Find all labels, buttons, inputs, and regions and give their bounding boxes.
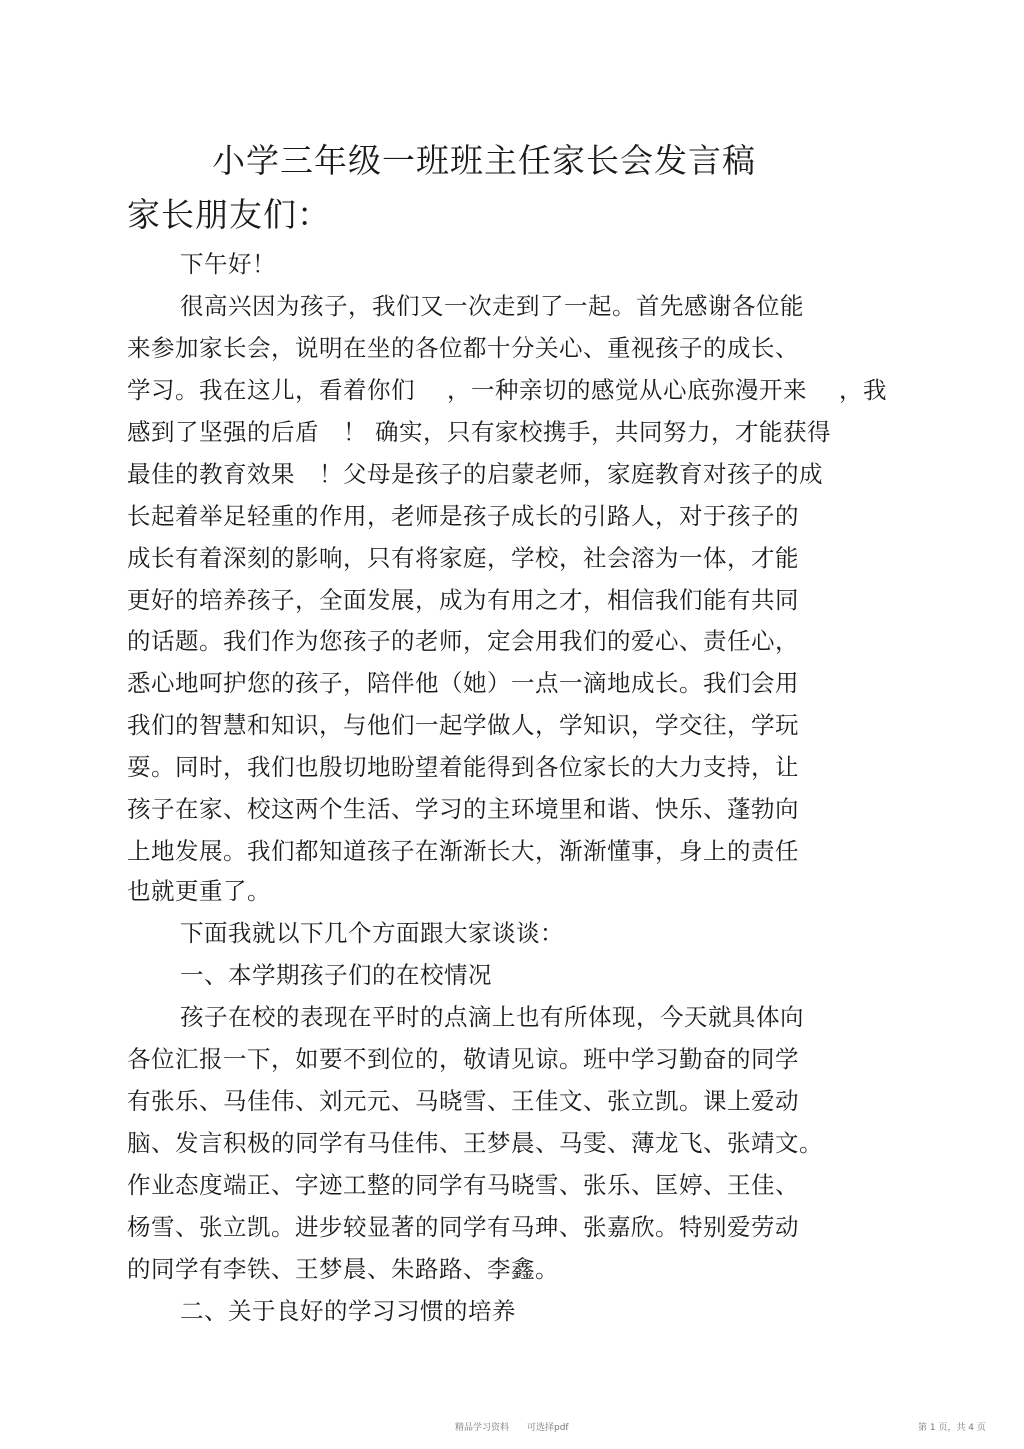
body-line: 耍。同时，我们也殷切地盼望着能得到各位家长的大力支持，让 — [127, 753, 799, 781]
body-line: 下午好！ — [180, 250, 276, 278]
section-heading: 二、关于良好的学习习惯的培养 — [180, 1297, 516, 1325]
body-line: 长起着举足轻重的作用，老师是孩子成长的引路人，对于孩子的 — [127, 502, 799, 530]
section-heading: 一、本学期孩子们的在校情况 — [180, 961, 492, 989]
body-line: 孩子在家、校这两个生活、学习的主环境里和谐、快乐、蓬勃向 — [127, 795, 799, 823]
body-line: 更好的培养孩子，全面发展，成为有用之才，相信我们能有共同 — [127, 586, 799, 614]
body-line: 悉心地呵护您的孩子，陪伴他（她）一点一滴地成长。我们会用 — [127, 669, 799, 697]
body-line: 来参加家长会，说明在坐的各位都十分关心、重视孩子的成长、 — [127, 334, 799, 362]
body-line: 的同学有李铁、王梦晨、朱路路、李鑫。 — [127, 1255, 559, 1283]
footer-source: 精品学习资料 可选择pdf — [455, 1423, 569, 1433]
body-line: 我们的智慧和知识，与他们一起学做人，学知识，学交往，学玩 — [127, 711, 799, 739]
body-line: 有张乐、马佳伟、刘元元、马晓雪、王佳文、张立凯。课上爱动 — [127, 1087, 799, 1115]
body-line: 学习。我在这儿，看着你们 ，一种亲切的感觉从心底弥漫开来 ，我 — [127, 376, 887, 404]
footer-page-number: 第 1 页，共 4 页 — [918, 1423, 986, 1433]
page-title: 小学三年级一班班主任家长会发言稿 — [212, 141, 756, 180]
body-line: 脑、发言积极的同学有马佳伟、王梦晨、马雯、薄龙飞、张靖文。 — [127, 1129, 823, 1157]
body-line: 的话题。我们作为您孩子的老师，定会用我们的爱心、责任心， — [127, 627, 799, 655]
body-line: 下面我就以下几个方面跟大家谈谈： — [180, 919, 564, 947]
body-line: 最佳的教育效果 ！父母是孩子的启蒙老师，家庭教育对孩子的成 — [127, 460, 823, 488]
body-line: 上地发展。我们都知道孩子在渐渐长大，渐渐懂事，身上的责任 — [127, 837, 799, 865]
body-line: 各位汇报一下，如要不到位的，敬请见谅。班中学习勤奋的同学 — [127, 1045, 799, 1073]
body-line: 感到了坚强的后盾 ！ 确实，只有家校携手，共同努力，才能获得 — [127, 418, 831, 446]
body-line: 作业态度端正、字迹工整的同学有马晓雪、张乐、匡婷、王佳、 — [127, 1171, 799, 1199]
body-line: 杨雪、张立凯。进步较显著的同学有马珅、张嘉欣。特别爱劳动 — [127, 1213, 799, 1241]
body-line: 很高兴因为孩子，我们又一次走到了一起。首先感谢各位能 — [180, 292, 804, 320]
body-line: 成长有着深刻的影响，只有将家庭，学校，社会溶为一体，才能 — [127, 544, 799, 572]
body-line: 也就更重了。 — [127, 877, 271, 905]
salutation: 家长朋友们： — [127, 195, 331, 234]
body-line: 孩子在校的表现在平时的点滴上也有所体现，今天就具体向 — [180, 1003, 804, 1031]
